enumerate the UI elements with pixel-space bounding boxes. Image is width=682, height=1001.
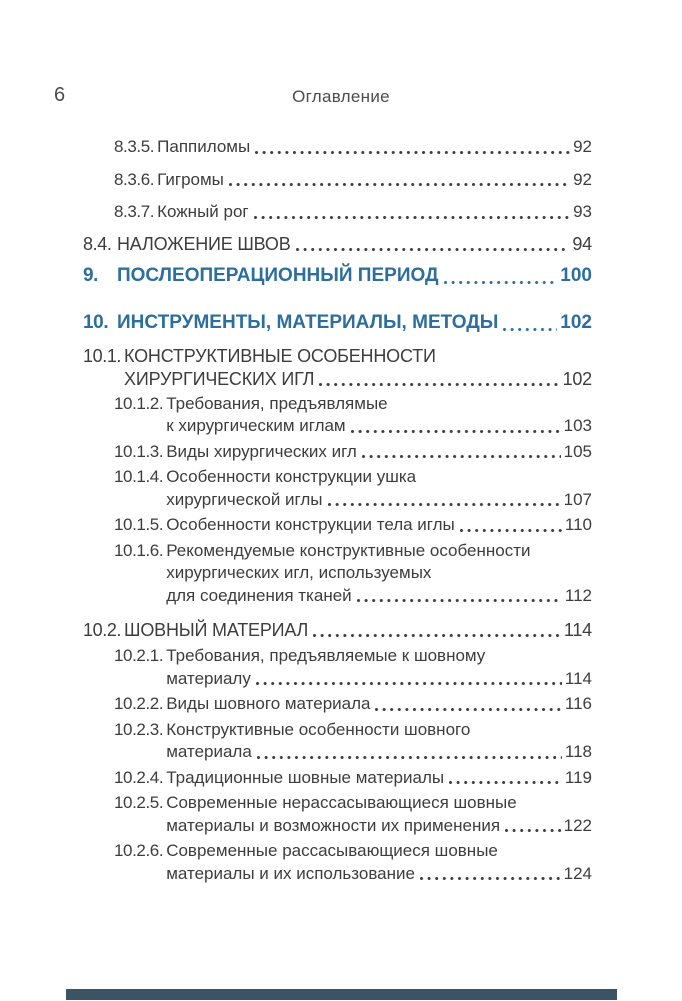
toc-line — [117, 233, 592, 256]
toc-line — [166, 741, 592, 764]
toc-line-text: ИНСТРУМЕНТЫ, МАТЕРИАЛЫ, МЕТОДЫ — [117, 311, 499, 333]
toc-entry — [114, 767, 592, 790]
footer-bar — [66, 989, 617, 1000]
toc-entry-text — [166, 719, 592, 764]
toc-entry — [114, 719, 592, 764]
toc-entry-number: 10.1.2. — [114, 393, 164, 413]
toc-entry-text — [157, 136, 592, 159]
toc-line — [166, 415, 592, 438]
toc-line-text: КОНСТРУКТИВНЫЕ ОСОБЕННОСТИ — [124, 345, 436, 366]
toc-entry-text — [166, 693, 592, 716]
toc-line — [124, 345, 592, 368]
toc-line — [166, 562, 592, 585]
toc-page-number: 114 — [564, 668, 592, 688]
toc-line — [157, 169, 592, 192]
toc-entry — [114, 514, 592, 537]
toc-page-number: 107 — [563, 489, 592, 509]
toc-line-text: Требования, предъявляемые к шовному — [166, 646, 486, 665]
toc-page-number: 118 — [564, 742, 592, 761]
toc-entry — [114, 645, 592, 690]
toc-entry-number: 8.3.6. — [114, 169, 155, 189]
dotted-leader — [296, 246, 570, 253]
toc-entry-number: 10.2.4. — [114, 767, 164, 787]
dotted-leader — [351, 428, 561, 435]
toc-line — [166, 441, 592, 464]
dotted-leader — [357, 597, 562, 604]
toc-entry — [114, 136, 592, 159]
page-number: 6 — [54, 84, 66, 106]
dotted-leader — [460, 527, 562, 534]
toc-entry-text — [166, 393, 592, 438]
dotted-leader — [257, 754, 562, 761]
toc-entry-number: 9. — [83, 264, 99, 286]
toc-line-text: хирургической иглы — [166, 489, 323, 509]
toc-entry-number: 8.4. — [83, 233, 112, 254]
toc-page-number: 112 — [564, 585, 592, 605]
toc-entry-text — [166, 792, 592, 837]
toc-line — [166, 489, 592, 512]
toc-entry — [114, 201, 592, 224]
toc-entry — [114, 693, 592, 716]
toc-line-text: Особенности конструкции ушка — [166, 467, 417, 486]
toc-line — [166, 767, 592, 790]
toc-line — [166, 792, 592, 815]
toc-entry-number: 10.2.3. — [114, 719, 164, 739]
toc-entry — [83, 310, 592, 336]
toc-entry-text — [166, 645, 592, 690]
toc-line-text: Рекомендуемые конструктивные особенности — [166, 540, 531, 560]
toc-line — [117, 310, 592, 336]
toc-line-text: Традиционные шовные материалы — [166, 767, 445, 787]
toc-line-text: Конструктивные особенности шовного — [166, 719, 471, 739]
dotted-leader — [449, 779, 562, 786]
dotted-leader — [256, 680, 562, 687]
toc-line-text: ПОСЛЕОПЕРАЦИОННЫЙ ПЕРИОД — [117, 264, 439, 286]
toc-entry — [114, 393, 592, 438]
toc-entry-number: 10.1.3. — [114, 441, 164, 461]
dotted-leader — [319, 381, 559, 388]
toc-page-number: 114 — [563, 620, 592, 640]
toc-entry — [114, 792, 592, 837]
toc-entry-number: 10.2.6. — [114, 841, 164, 860]
toc-page-number: 92 — [573, 169, 592, 189]
toc-entry-text — [166, 767, 592, 790]
dotted-leader — [505, 827, 561, 834]
toc-entry — [83, 345, 592, 391]
toc-entry-text — [166, 441, 592, 464]
toc-line-text: Особенности конструкции тела иглы — [166, 515, 455, 534]
toc-entry-text — [124, 619, 592, 642]
toc-page-number: 94 — [572, 233, 592, 254]
toc-line-text: материала — [166, 742, 252, 761]
toc-line-text: материалы и их использование — [166, 863, 415, 883]
toc-line — [166, 815, 592, 838]
toc-line — [124, 368, 592, 391]
toc-page-number: 100 — [560, 264, 592, 286]
toc-entry-number: 8.3.5. — [114, 137, 155, 156]
toc-entry-text — [124, 345, 592, 391]
toc-line — [166, 645, 592, 668]
toc-entry-number: 10.1.6. — [114, 540, 164, 560]
toc-entry-number: 8.3.7. — [114, 202, 155, 221]
toc-line — [166, 514, 592, 537]
toc-entry-number: 10. — [83, 311, 109, 333]
toc-line-text: Современные рассасывающиеся шовные — [166, 841, 498, 860]
toc-line-text: материалы и возможности их применения — [166, 815, 501, 835]
toc-entry — [114, 441, 592, 464]
toc-entry-text — [166, 466, 592, 511]
toc-line-text: Современные нерассасывающиеся шовные — [166, 793, 517, 812]
toc-entry — [114, 466, 592, 511]
dotted-leader — [503, 326, 557, 333]
toc-page-number: 122 — [563, 815, 592, 835]
toc-line — [166, 466, 592, 489]
toc-entry-text — [166, 514, 592, 537]
toc-line-text: НАЛОЖЕНИЕ ШВОВ — [117, 233, 291, 254]
toc-line-text: Виды шовного материала — [166, 694, 371, 713]
toc-page-number: 92 — [573, 137, 592, 156]
toc-entry-number: 10.1.5. — [114, 515, 164, 534]
toc-page-number: 116 — [564, 694, 592, 713]
toc-line-text: для соединения тканей — [166, 585, 352, 605]
toc-entry-text — [157, 201, 592, 224]
toc-line — [157, 201, 592, 224]
toc-line — [117, 263, 592, 289]
toc-line — [124, 619, 592, 642]
toc-entry-number: 10.2.5. — [114, 793, 164, 812]
toc-entry-text — [166, 540, 592, 608]
toc-entry — [114, 840, 592, 885]
toc-line — [166, 840, 592, 863]
toc-entry-text — [117, 263, 592, 289]
toc-entry-number: 10.2.2. — [114, 694, 164, 713]
toc-line-text: Паппиломы — [157, 137, 251, 156]
toc-line — [166, 693, 592, 716]
toc-entry — [83, 619, 592, 642]
toc-entry — [83, 233, 592, 256]
toc-line-text: Требования, предъявлямые — [166, 393, 388, 413]
toc — [83, 136, 592, 888]
toc-line-text: материалу — [166, 668, 251, 688]
toc-page-number: 102 — [562, 368, 592, 389]
toc-line — [157, 136, 592, 159]
toc-line — [166, 540, 592, 563]
toc-line — [166, 393, 592, 416]
toc-entry-text — [166, 840, 592, 885]
toc-line-text: Виды хирургических игл — [166, 441, 357, 461]
dotted-leader — [420, 875, 561, 882]
toc-entry — [114, 169, 592, 192]
toc-page-number: 110 — [564, 515, 592, 534]
toc-page-number: 103 — [563, 416, 592, 435]
toc-line-text: хирургических игл, используемых — [166, 563, 432, 582]
toc-line — [166, 585, 592, 608]
toc-entry-text — [117, 310, 592, 336]
toc-page-number: 119 — [564, 767, 592, 787]
dotted-leader — [229, 181, 570, 188]
dotted-leader — [254, 214, 570, 221]
toc-entry-number: 10.2. — [83, 620, 122, 640]
toc-line — [166, 668, 592, 691]
toc-line-text: ХИРУРГИЧЕСКИХ ИГЛ — [124, 368, 315, 389]
dotted-leader — [375, 706, 561, 713]
dotted-leader — [444, 279, 558, 286]
toc-page-number: 105 — [563, 441, 592, 461]
toc-entry — [83, 263, 592, 289]
toc-page-number: 93 — [573, 202, 592, 221]
toc-line — [166, 719, 592, 742]
toc-entry-number: 10.2.1. — [114, 646, 164, 665]
toc-entry-number: 10.1. — [83, 345, 122, 366]
toc-line-text: к хирургическим иглам — [166, 416, 346, 435]
toc-page-number: 124 — [563, 863, 592, 883]
toc-entry-number: 10.1.4. — [114, 467, 164, 486]
toc-entry — [114, 540, 592, 608]
dotted-leader — [313, 632, 561, 639]
toc-line-text: ШОВНЫЙ МАТЕРИАЛ — [124, 620, 309, 640]
running-head-title: Оглавление — [292, 87, 390, 106]
toc-line-text: Кожный рог — [157, 202, 249, 221]
toc-entry-text — [157, 169, 592, 192]
dotted-leader — [362, 453, 561, 460]
toc-entry-text — [117, 233, 592, 256]
toc-line-text: Гигромы — [157, 169, 224, 189]
toc-line — [166, 863, 592, 886]
dotted-leader — [255, 149, 570, 156]
toc-page-number: 102 — [560, 311, 592, 333]
dotted-leader — [328, 501, 561, 508]
